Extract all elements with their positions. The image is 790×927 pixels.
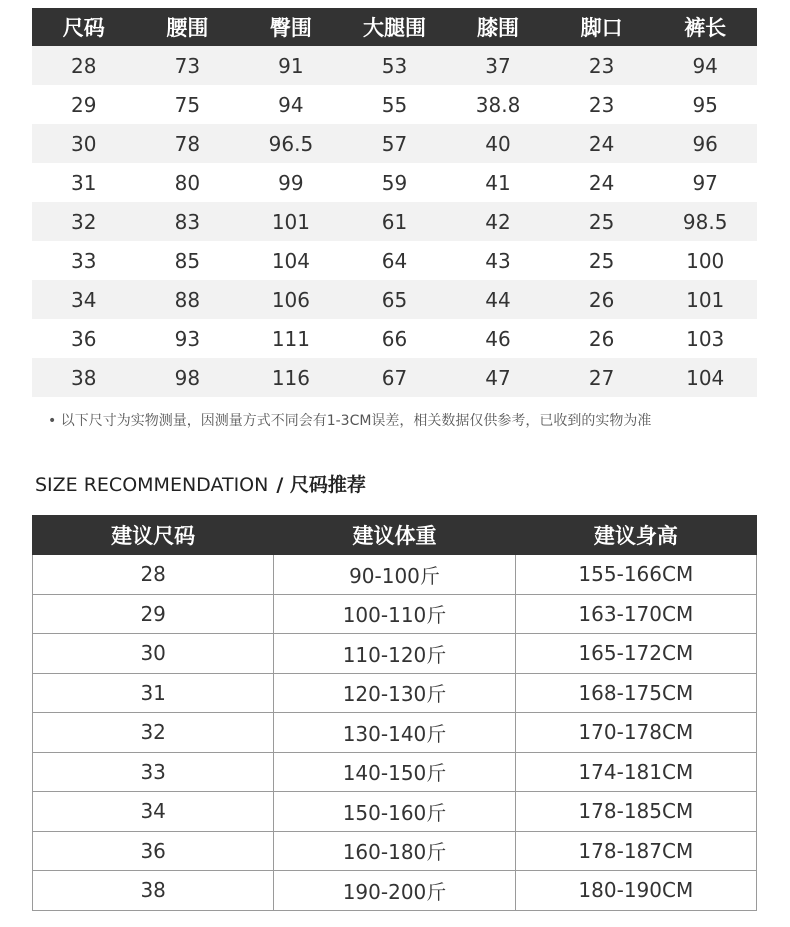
- rec-height-cell: 163-170CM: [515, 594, 756, 634]
- header-thigh: 大腿围: [343, 8, 447, 46]
- hip-cell: 116: [239, 358, 343, 397]
- size-cell: 36: [32, 319, 136, 358]
- rec-size-cell: 28: [33, 555, 274, 595]
- size-row: [32, 319, 757, 358]
- size-cell: 38: [32, 358, 136, 397]
- rec-height-cell: 155-166CM: [515, 555, 756, 595]
- length-cell: 100: [653, 241, 757, 280]
- header-suggested-height: 建议身高: [515, 516, 756, 555]
- knee-cell: 46: [446, 319, 550, 358]
- rec-weight-cell: 90-100斤: [274, 555, 515, 595]
- knee-cell: 40: [446, 124, 550, 163]
- thigh-cell: 66: [343, 319, 447, 358]
- rec-size-cell: 29: [33, 594, 274, 634]
- recommendation-row: [33, 673, 757, 713]
- leg-opening-cell: 25: [550, 241, 654, 280]
- thigh-cell: 57: [343, 124, 447, 163]
- waist-cell: 83: [136, 202, 240, 241]
- recommendation-title-cn: / 尺码推荐: [276, 474, 366, 496]
- rec-weight-cell: 150-160斤: [274, 792, 515, 832]
- size-cell: 33: [32, 241, 136, 280]
- knee-cell: 44: [446, 280, 550, 319]
- knee-cell: 43: [446, 241, 550, 280]
- rec-size-cell: 33: [33, 752, 274, 792]
- size-row: [32, 358, 757, 397]
- knee-cell: 37: [446, 46, 550, 85]
- hip-cell: 106: [239, 280, 343, 319]
- header-knee: 膝围: [446, 8, 550, 46]
- rec-height-cell: 174-181CM: [515, 752, 756, 792]
- header-length: 裤长: [653, 8, 757, 46]
- thigh-cell: 55: [343, 85, 447, 124]
- rec-size-cell: 30: [33, 634, 274, 674]
- recommendation-title-en: SIZE RECOMMENDATION: [35, 474, 269, 496]
- size-chart-header-row: [32, 8, 757, 46]
- header-hip: 臀围: [239, 8, 343, 46]
- length-cell: 104: [653, 358, 757, 397]
- size-row: [32, 202, 757, 241]
- size-chart-table: [32, 8, 757, 397]
- leg-opening-cell: 23: [550, 46, 654, 85]
- rec-weight-cell: 160-180斤: [274, 831, 515, 871]
- size-cell: 34: [32, 280, 136, 319]
- hip-cell: 111: [239, 319, 343, 358]
- header-suggested-size: 建议尺码: [33, 516, 274, 555]
- thigh-cell: 65: [343, 280, 447, 319]
- rec-weight-cell: 110-120斤: [274, 634, 515, 674]
- rec-size-cell: 34: [33, 792, 274, 832]
- header-waist: 腰围: [136, 8, 240, 46]
- length-cell: 96: [653, 124, 757, 163]
- size-cell: 29: [32, 85, 136, 124]
- size-cell: 30: [32, 124, 136, 163]
- rec-size-cell: 31: [33, 673, 274, 713]
- hip-cell: 104: [239, 241, 343, 280]
- length-cell: 98.5: [653, 202, 757, 241]
- leg-opening-cell: 25: [550, 202, 654, 241]
- length-cell: 97: [653, 163, 757, 202]
- recommendation-header-row: [33, 516, 757, 555]
- size-row: [32, 85, 757, 124]
- rec-height-cell: 168-175CM: [515, 673, 756, 713]
- recommendation-row: [33, 792, 757, 832]
- hip-cell: 99: [239, 163, 343, 202]
- waist-cell: 85: [136, 241, 240, 280]
- rec-weight-cell: 130-140斤: [274, 713, 515, 753]
- header-size: 尺码: [32, 8, 136, 46]
- size-row: [32, 46, 757, 85]
- size-row: [32, 241, 757, 280]
- size-row: [32, 124, 757, 163]
- recommendation-row: [33, 555, 757, 595]
- hip-cell: 91: [239, 46, 343, 85]
- knee-cell: 42: [446, 202, 550, 241]
- rec-height-cell: 165-172CM: [515, 634, 756, 674]
- knee-cell: 41: [446, 163, 550, 202]
- rec-height-cell: 178-187CM: [515, 831, 756, 871]
- header-leg-opening: 脚口: [550, 8, 654, 46]
- thigh-cell: 59: [343, 163, 447, 202]
- thigh-cell: 64: [343, 241, 447, 280]
- waist-cell: 73: [136, 46, 240, 85]
- recommendation-row: [33, 634, 757, 674]
- recommendation-table: [32, 515, 757, 911]
- size-row: [32, 280, 757, 319]
- hip-cell: 101: [239, 202, 343, 241]
- size-cell: 31: [32, 163, 136, 202]
- waist-cell: 78: [136, 124, 240, 163]
- leg-opening-cell: 27: [550, 358, 654, 397]
- size-cell: 32: [32, 202, 136, 241]
- length-cell: 95: [653, 85, 757, 124]
- knee-cell: 47: [446, 358, 550, 397]
- waist-cell: 88: [136, 280, 240, 319]
- rec-weight-cell: 120-130斤: [274, 673, 515, 713]
- hip-cell: 94: [239, 85, 343, 124]
- waist-cell: 80: [136, 163, 240, 202]
- knee-cell: 38.8: [446, 85, 550, 124]
- thigh-cell: 61: [343, 202, 447, 241]
- recommendation-row: [33, 831, 757, 871]
- rec-size-cell: 32: [33, 713, 274, 753]
- leg-opening-cell: 24: [550, 124, 654, 163]
- rec-height-cell: 170-178CM: [515, 713, 756, 753]
- measurement-note: • 以下尺寸为实物测量，因测量方式不同会有1-3CM误差，相关数据仅供参考，已收到的实物为准: [48, 413, 652, 429]
- recommendation-row: [33, 871, 757, 911]
- thigh-cell: 53: [343, 46, 447, 85]
- rec-height-cell: 178-185CM: [515, 792, 756, 832]
- length-cell: 103: [653, 319, 757, 358]
- size-row: [32, 163, 757, 202]
- rec-weight-cell: 100-110斤: [274, 594, 515, 634]
- hip-cell: 96.5: [239, 124, 343, 163]
- recommendation-title: [35, 470, 366, 497]
- rec-size-cell: 36: [33, 831, 274, 871]
- rec-height-cell: 180-190CM: [515, 871, 756, 911]
- size-cell: 28: [32, 46, 136, 85]
- leg-opening-cell: 26: [550, 280, 654, 319]
- rec-weight-cell: 140-150斤: [274, 752, 515, 792]
- leg-opening-cell: 26: [550, 319, 654, 358]
- rec-weight-cell: 190-200斤: [274, 871, 515, 911]
- rec-size-cell: 38: [33, 871, 274, 911]
- header-suggested-weight: 建议体重: [274, 516, 515, 555]
- recommendation-row: [33, 752, 757, 792]
- recommendation-row: [33, 713, 757, 753]
- leg-opening-cell: 24: [550, 163, 654, 202]
- waist-cell: 75: [136, 85, 240, 124]
- recommendation-row: [33, 594, 757, 634]
- waist-cell: 98: [136, 358, 240, 397]
- thigh-cell: 67: [343, 358, 447, 397]
- length-cell: 101: [653, 280, 757, 319]
- leg-opening-cell: 23: [550, 85, 654, 124]
- length-cell: 94: [653, 46, 757, 85]
- waist-cell: 93: [136, 319, 240, 358]
